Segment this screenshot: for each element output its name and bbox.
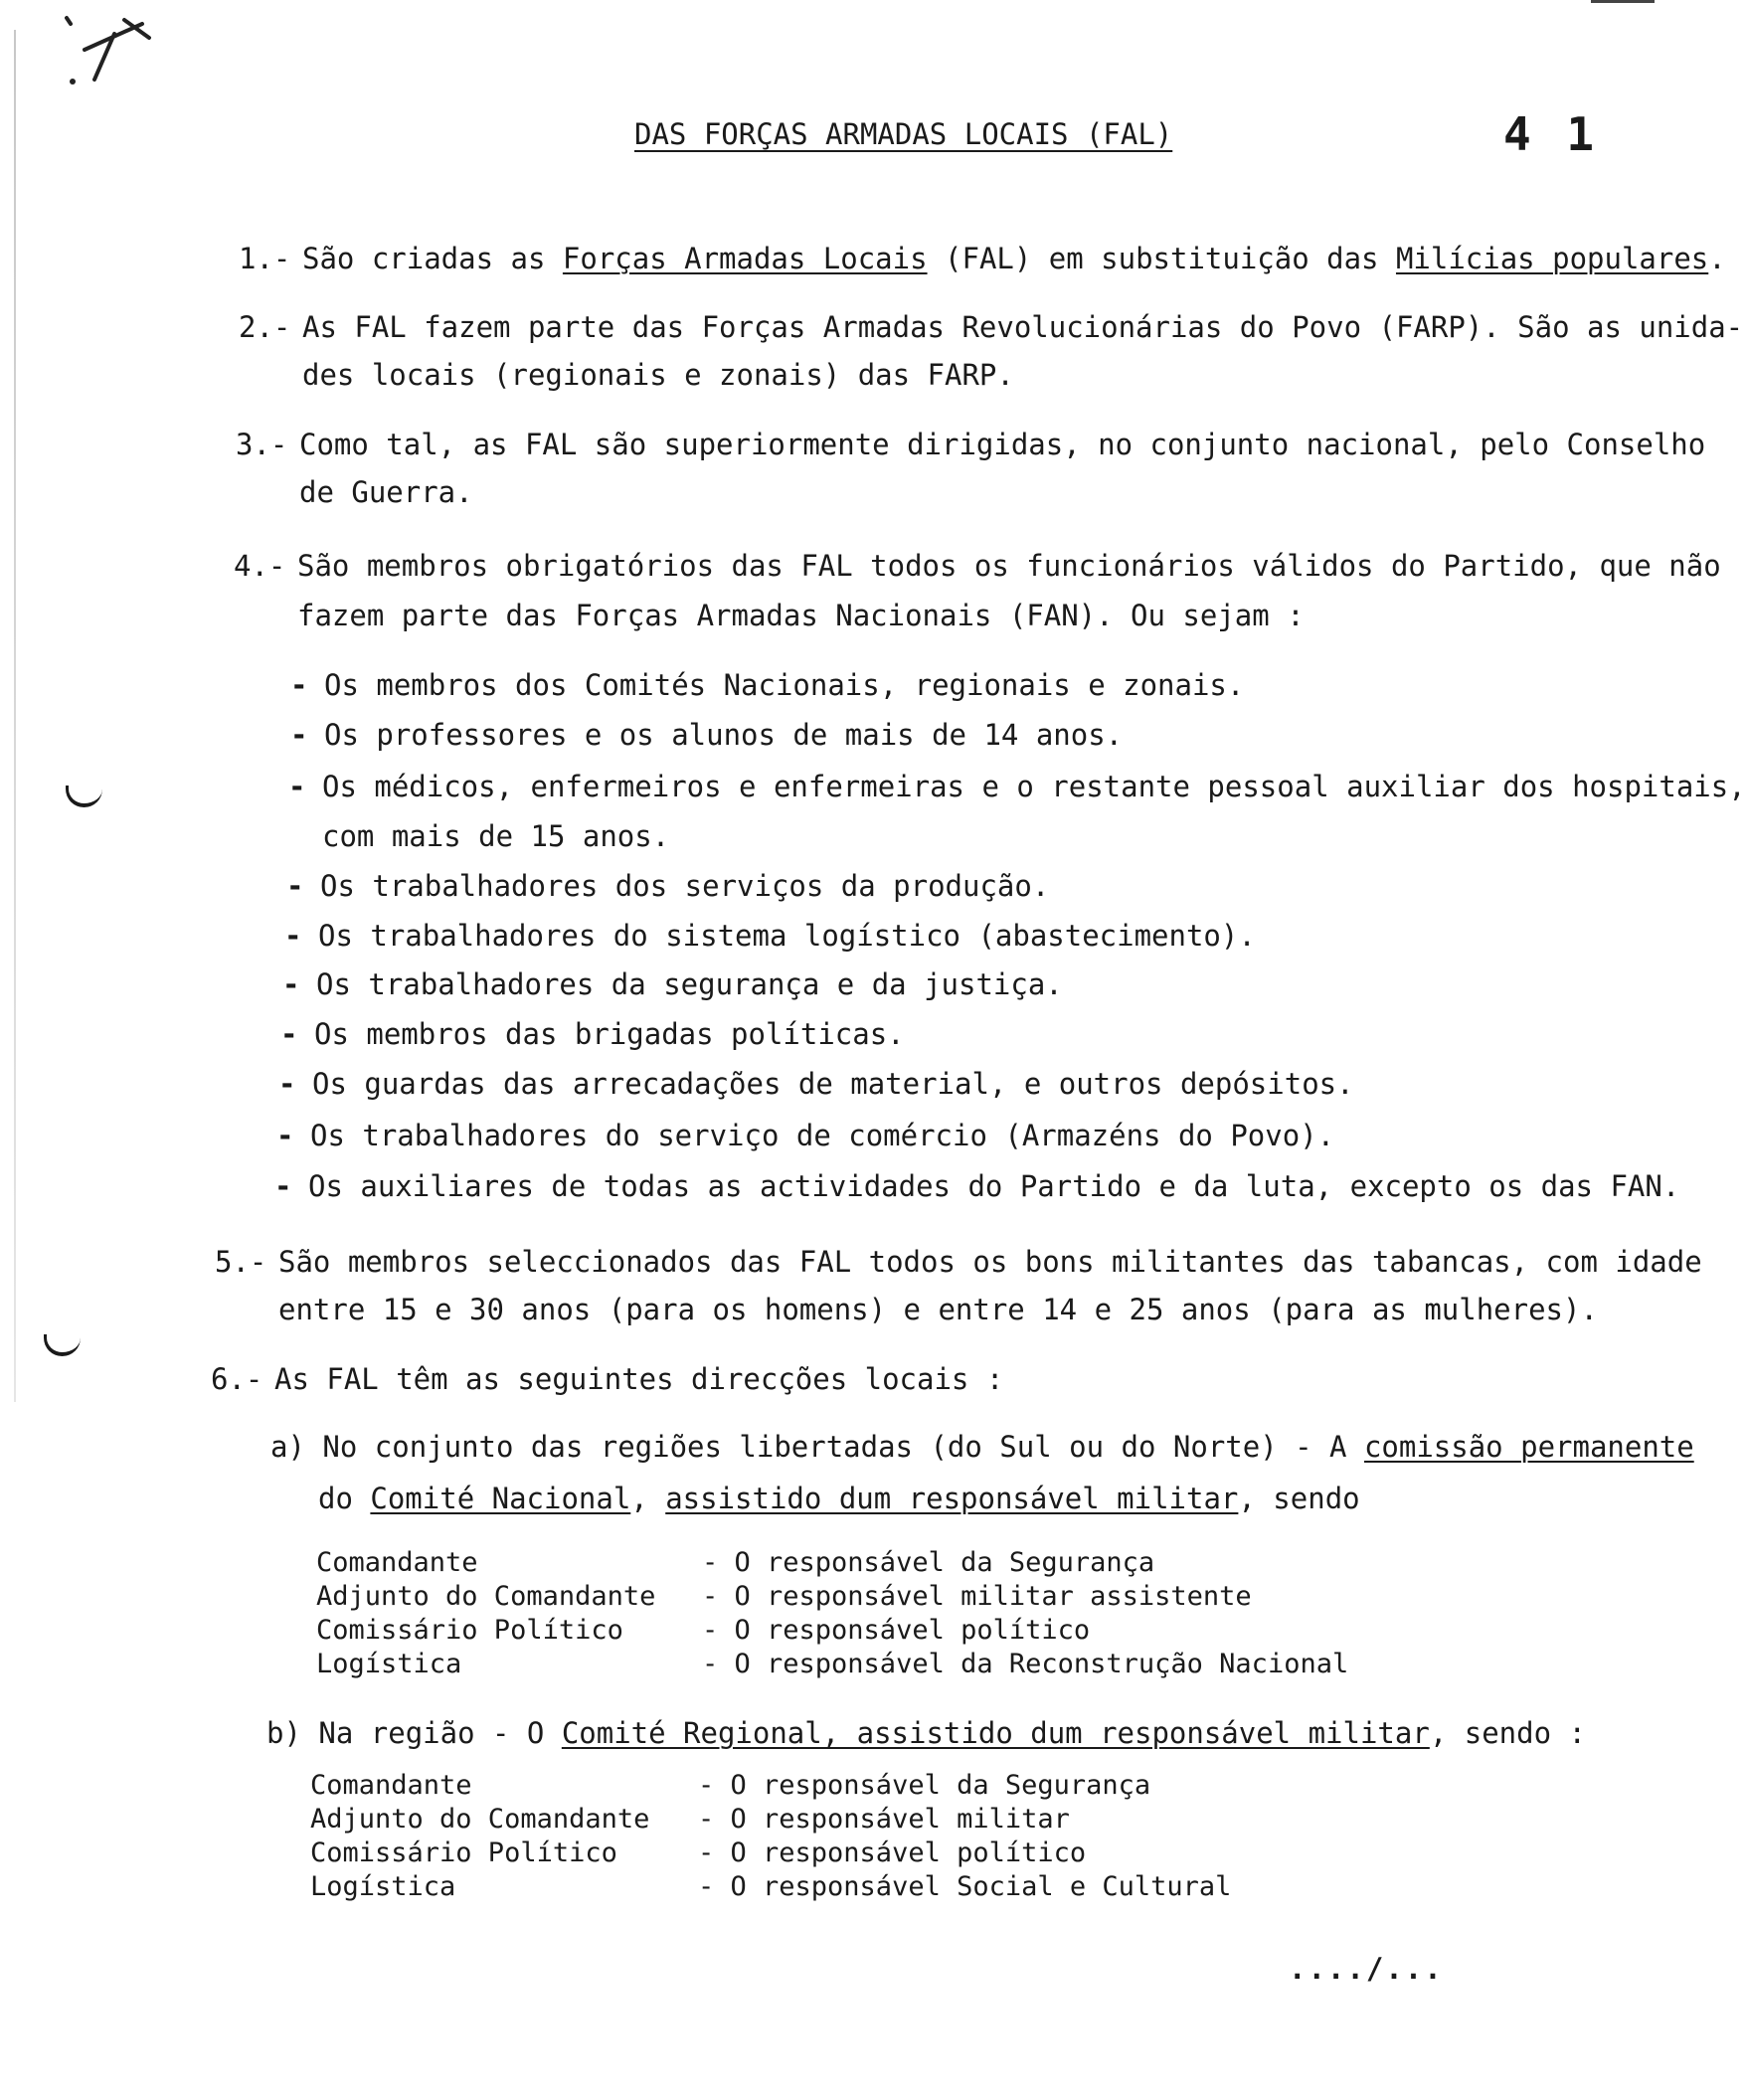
text-segment: do <box>318 1482 371 1515</box>
item-label: b) <box>266 1716 301 1750</box>
paragraph-line: As FAL têm as seguintes direcções locais : <box>274 1362 1004 1396</box>
responsible-cell: - O responsável da Reconstrução Nacional <box>702 1649 1349 1679</box>
underlined-term: Forças Armadas Locais <box>562 242 928 275</box>
bullet-dash: - <box>276 1119 294 1152</box>
list-item-text: Os médicos, enfermeiros e enfermeiras e o restante pessoal auxiliar dos hospitais, <box>322 770 1746 803</box>
text-segment: São criadas as <box>302 242 563 275</box>
paragraph-number: 6.- <box>211 1362 263 1396</box>
responsible-cell: - O responsável militar <box>698 1804 1070 1835</box>
list-item <box>284 919 1256 954</box>
responsible-cell: - O responsável político <box>702 1615 1091 1646</box>
list-item <box>278 1067 1354 1102</box>
role-cell: Logística <box>310 1871 456 1902</box>
text-segment: Na região - O <box>318 1716 562 1750</box>
bullet-dash: - <box>288 770 306 803</box>
paragraph-number: 5.- <box>215 1245 267 1279</box>
role-cell: Comandante <box>316 1547 478 1578</box>
text-segment: , <box>630 1482 666 1515</box>
paragraph-line: As FAL fazem parte das Forças Armadas Revolucionárias do Povo (FARP). São as unida- <box>302 310 1744 344</box>
responsible-cell: - O responsável político <box>698 1838 1087 1868</box>
list-item-text: Os trabalhadores do sistema logístico (abastecimento). <box>318 919 1256 953</box>
list-item <box>288 770 1746 853</box>
list-item <box>282 967 1063 1002</box>
role-cell: Adjunto do Comandante <box>310 1804 650 1835</box>
role-cell: Adjunto do Comandante <box>316 1581 656 1612</box>
text-segment: , sendo <box>1238 1482 1360 1515</box>
list-item-text: Os trabalhadores dos serviços da produção. <box>320 869 1050 903</box>
paragraph-line: São membros seleccionados das FAL todos os bons militantes das tabancas, com idade <box>278 1245 1702 1279</box>
paragraph-line: entre 15 e 30 anos (para os homens) e entre 14 e 25 anos (para as mulheres). <box>278 1293 1598 1326</box>
bullet-dash: - <box>290 668 308 702</box>
responsible-cell: - O responsável da Segurança <box>698 1770 1151 1801</box>
scan-mark-icon <box>66 786 102 807</box>
direction-a-intro <box>270 1430 1694 1465</box>
underlined-term: Comité Nacional <box>370 1482 631 1515</box>
paragraph-number: 4.- <box>234 549 286 583</box>
bullet-dash: - <box>274 1169 292 1203</box>
list-item <box>274 1169 1679 1204</box>
paragraph-line: São membros obrigatórios das FAL todos os funcionários válidos do Partido, que não <box>297 549 1721 583</box>
list-item-text: Os membros dos Comités Nacionais, regionais e zonais. <box>324 668 1245 702</box>
list-item <box>286 869 1049 904</box>
underlined-term: assistido dum responsável militar <box>665 1482 1239 1515</box>
bullet-dash: - <box>282 967 300 1001</box>
list-item-continuation: com mais de 15 anos. <box>322 819 670 853</box>
underlined-term: Milícias populares <box>1395 242 1709 275</box>
list-item <box>290 718 1123 753</box>
scan-mark-icon <box>44 1334 81 1356</box>
paragraph-line: de Guerra. <box>299 475 473 509</box>
underlined-term: comissão permanente <box>1363 1430 1694 1464</box>
list-item-text: Os trabalhadores da segurança e da justiça. <box>316 967 1063 1001</box>
list-item-text: Os auxiliares de todas as actividades do Partido e da luta, excepto os das FAN. <box>308 1169 1680 1203</box>
bullet-dash: - <box>278 1067 296 1101</box>
underlined-term: Comité Regional, assistido dum responsável militar <box>561 1716 1430 1750</box>
paragraph-line: fazem parte das Forças Armadas Nacionais (FAN). Ou sejam : <box>297 599 1305 632</box>
bullet-dash: - <box>284 919 302 953</box>
bullet-dash: - <box>286 869 304 903</box>
responsible-cell: - O responsável Social e Cultural <box>698 1871 1232 1902</box>
list-item-text: Os trabalhadores do serviço de comércio (Armazéns do Povo). <box>310 1119 1335 1152</box>
text-segment: . <box>1708 242 1726 275</box>
text-segment: , sendo : <box>1429 1716 1586 1750</box>
bullet-dash: - <box>280 1017 298 1051</box>
direction-b-intro <box>266 1716 1586 1751</box>
responsible-cell: - O responsável da Segurança <box>702 1547 1155 1578</box>
paragraph-text <box>302 242 1726 276</box>
list-item <box>276 1119 1334 1153</box>
list-item-text: Os guardas das arrecadações de material, e outros depósitos. <box>312 1067 1354 1101</box>
direction-a-intro-line2 <box>318 1482 1360 1516</box>
role-cell: Logística <box>316 1649 462 1679</box>
role-cell: Comandante <box>310 1770 472 1801</box>
role-cell: Comissário Político <box>316 1615 623 1646</box>
list-item <box>290 668 1244 703</box>
list-item-text: Os membros das brigadas políticas. <box>314 1017 905 1051</box>
continuation-mark: ..../... <box>1289 1952 1444 1986</box>
list-item <box>280 1017 905 1052</box>
paragraph-number: 2.- <box>239 310 291 344</box>
document-title: DAS FORÇAS ARMADAS LOCAIS (FAL) <box>634 117 1173 151</box>
text-segment: No conjunto das regiões libertadas (do Sul ou do Norte) - A <box>322 1430 1364 1464</box>
responsible-cell: - O responsável militar assistente <box>702 1581 1252 1612</box>
left-margin-rule <box>14 30 16 1402</box>
bullet-dash: - <box>290 718 308 752</box>
paragraph-number: 1.- <box>239 242 291 275</box>
handwritten-mark-icon <box>55 10 164 99</box>
page-number: 4 1 <box>1503 107 1599 161</box>
paragraph-line: Como tal, as FAL são superiormente dirigidas, no conjunto nacional, pelo Conselho <box>299 428 1706 461</box>
role-cell: Comissário Político <box>310 1838 617 1868</box>
text-segment: (FAL) em substituição das <box>927 242 1396 275</box>
paragraph-line: des locais (regionais e zonais) das FARP. <box>302 358 1014 392</box>
list-item-text: Os professores e os alunos de mais de 14 anos. <box>324 718 1124 752</box>
paragraph-number: 3.- <box>236 428 288 461</box>
top-right-edge-mark <box>1591 0 1655 3</box>
item-label: a) <box>270 1430 305 1464</box>
